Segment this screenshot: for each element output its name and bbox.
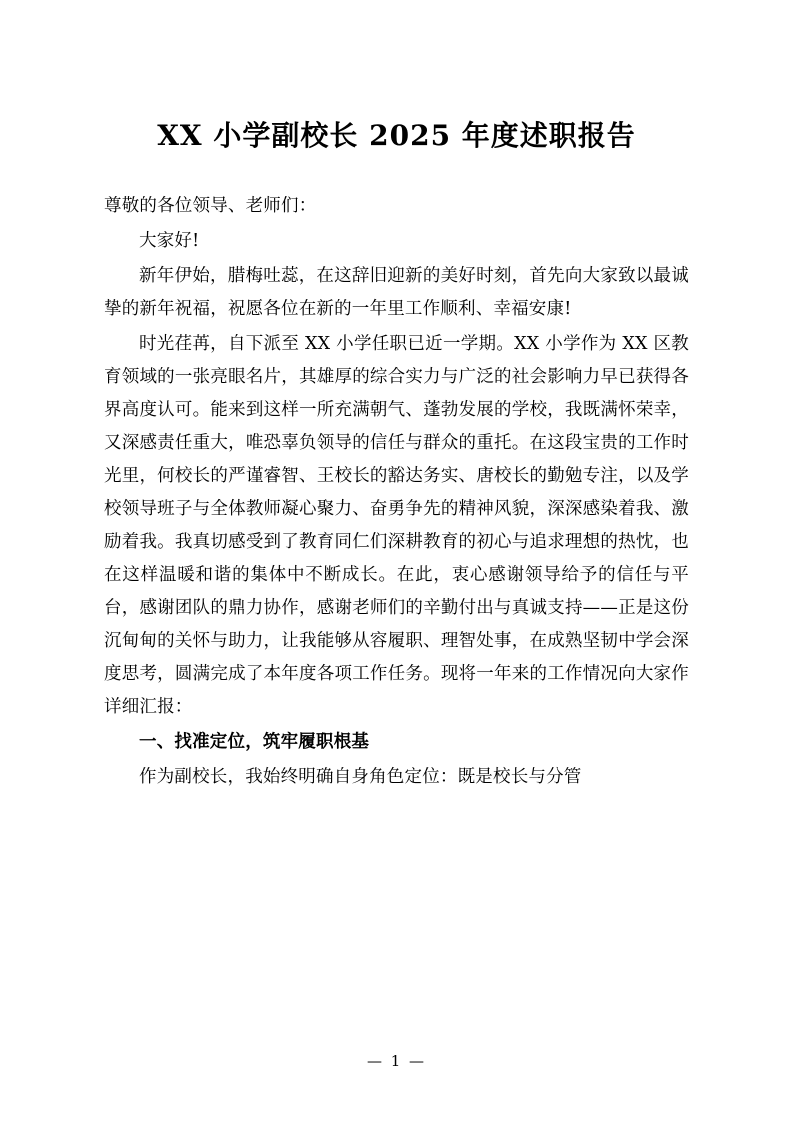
paragraph-salutation: 尊敬的各位领导、老师们： (104, 196, 317, 217)
paragraph-greeting: 大家好! (139, 231, 200, 252)
paragraph-section-1-body: 作为副校长，我始终明确自身角色定位：既是校长与分管 (139, 767, 582, 788)
section-heading-1: 一、找准定位，筑牢履职根基 (139, 732, 370, 753)
page-title: XX 小学副校长 2025 年度述职报告 (157, 119, 636, 152)
page-number: — 1 — (366, 1052, 427, 1070)
paragraph-body-main: 时光荏苒，自下派至 XX 小学任职已近一学期。XX 小学作为 XX 区教育领域的一张亮眼名片，其雄厚的综合实力与广泛的社会影响力早已获得各界高度认可。能来到这样一所充满朝气、蓬勃发展的学校，我既满怀荣幸，又深感责任重大，唯恐辜负领导的信任与群众的重托。在这段宝贵的工作时光里，何校长的严谨睿智、王校长的豁达务实、唐校长的勤勉专注，以及学校领导班子与全体教师凝心聚力、奋勇争先的精神风貌，深深感染着我、激励着我。我真切感受到了教育同仁们深耕教育的初心与追求理想的热忱，也在这样温暖和谐的集体中不断成长。在此，衷心感谢领导给予的信任与平台，感谢团队的鼎力协作，感谢老师们的辛勤付出与真诚支持——正是这份沉甸甸的关怀与助力，让我能够从容履职、理智处事，在成熟坚韧中学会深度思考，圆满完成了本年度各项工作任务。现将一年来的工作情况向大家作详细汇报： (104, 334, 689, 718)
paragraph-new-year-wish: 新年伊始，腊梅吐蕊，在这辞旧迎新的美好时刻，首先向大家致以最诚挚的新年祝福，祝愿各位在新的一年里工作顺利、幸福安康! (104, 266, 689, 320)
